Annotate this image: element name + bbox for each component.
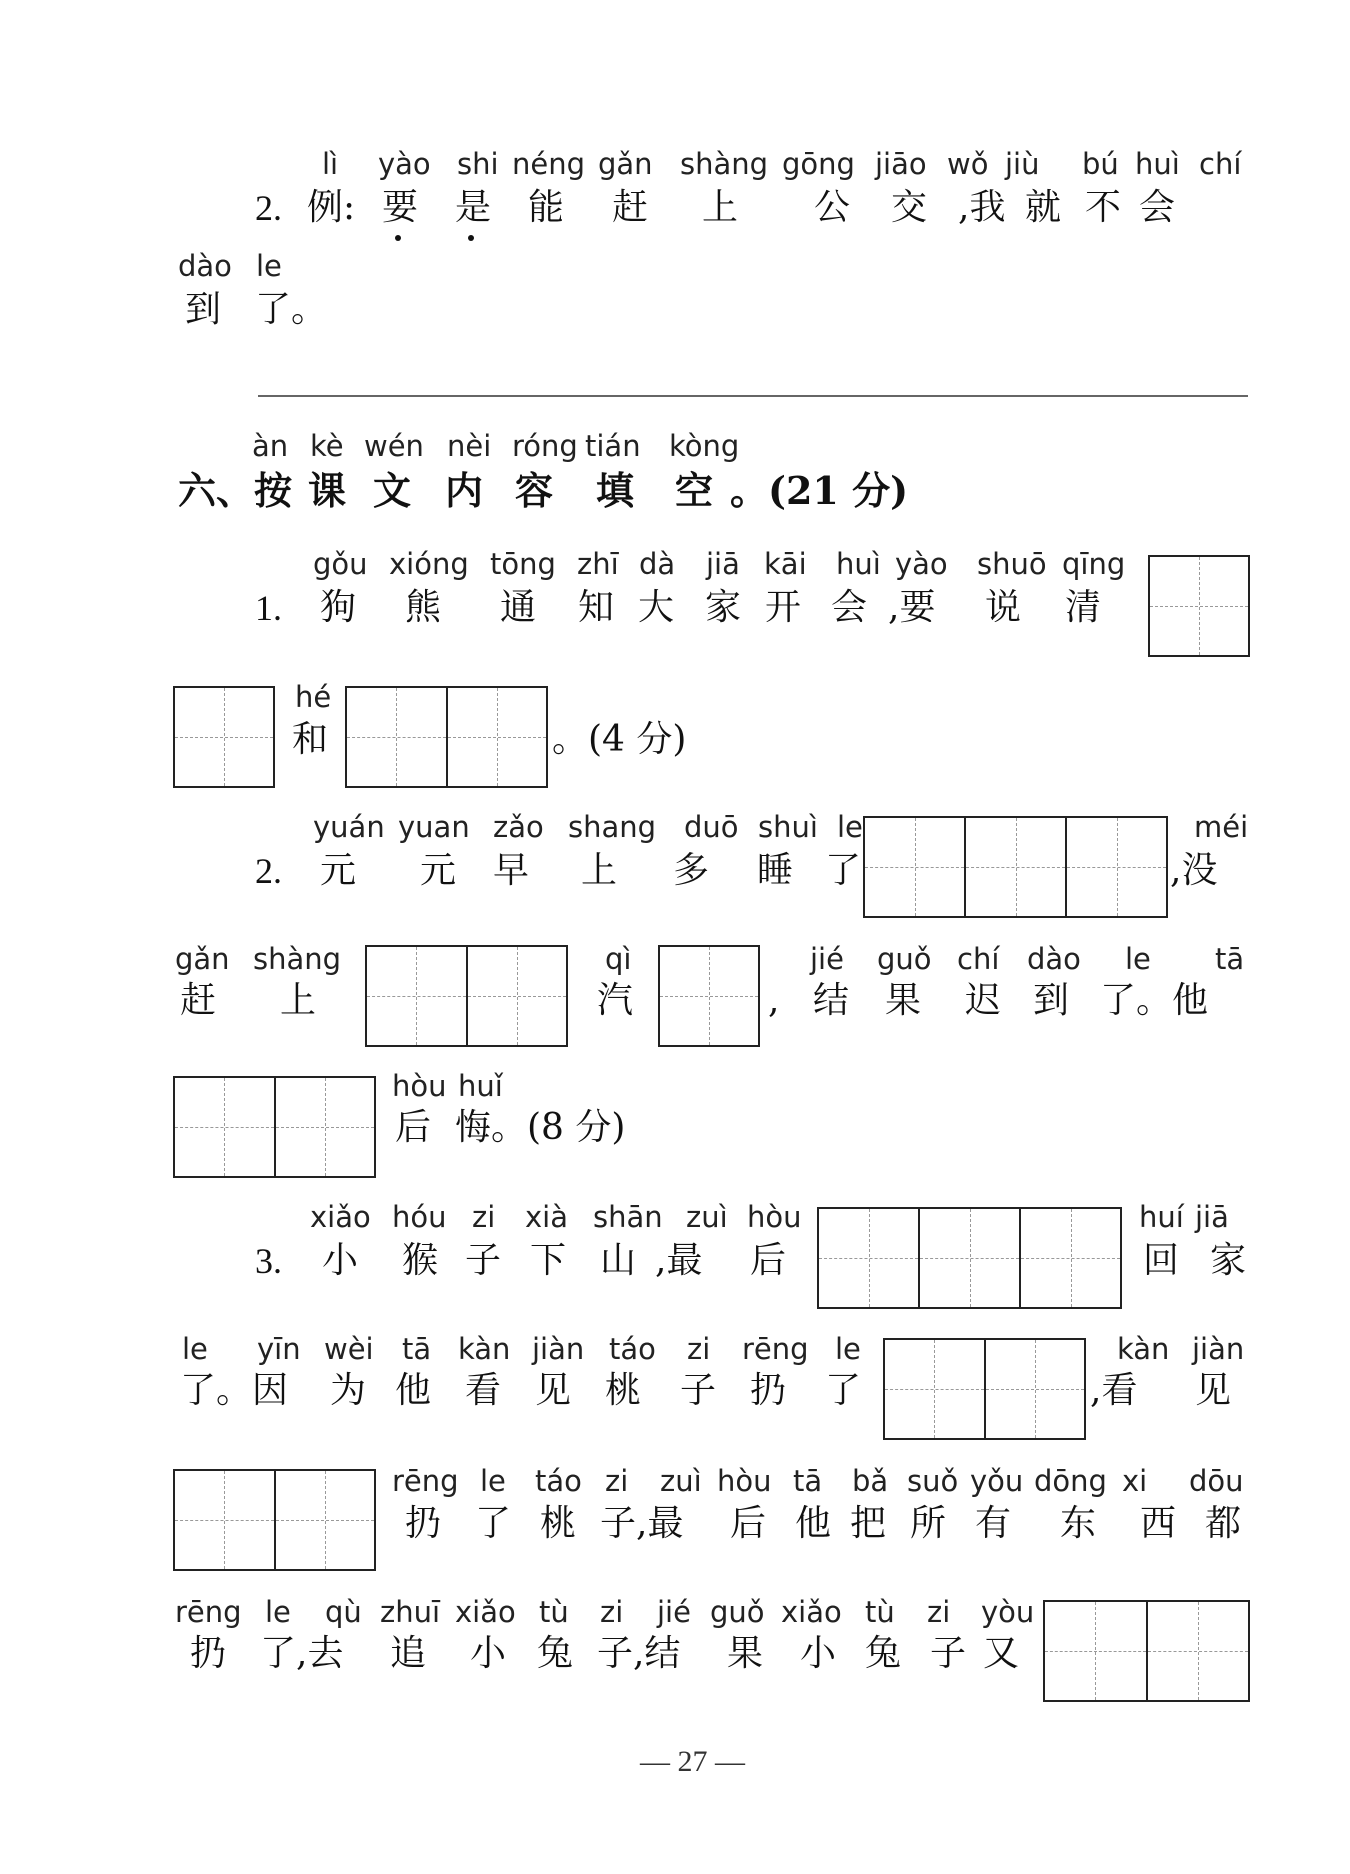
pinyin-syllable: tù <box>865 1595 895 1629</box>
pinyin-syllable: gǒu <box>313 547 368 581</box>
hanzi: 了 <box>825 850 862 891</box>
pinyin-syllable: huì <box>836 547 881 581</box>
pinyin-syllable: jié <box>657 1595 691 1629</box>
pinyin-syllable: qì <box>605 942 632 976</box>
page-number: — 27 — <box>640 1745 745 1778</box>
hanzi: 要 <box>382 187 419 228</box>
pinyin-syllable: jiā <box>706 547 740 581</box>
pinyin-syllable: néng <box>512 147 586 181</box>
pinyin-syllable: dào <box>178 249 232 283</box>
hanzi: 小 <box>800 1633 837 1674</box>
hanzi: 迟 <box>965 980 1002 1021</box>
pinyin-syllable: hé <box>295 680 332 714</box>
hanzi: 见 <box>535 1370 572 1411</box>
pinyin-syllable: kòng <box>669 429 740 463</box>
pinyin-syllable: rēng <box>175 1595 242 1629</box>
hanzi: 知 <box>578 587 615 628</box>
pinyin-syllable: zhuī <box>380 1595 441 1629</box>
hanzi: 兔 <box>865 1633 902 1674</box>
pinyin-syllable: shang <box>568 810 657 844</box>
pinyin-syllable: xi <box>1122 1464 1148 1498</box>
hanzi: 追 <box>390 1633 427 1674</box>
hanzi: 结 <box>813 980 850 1021</box>
pinyin-syllable: guǒ <box>877 942 932 976</box>
hanzi: 后 <box>730 1503 767 1544</box>
pinyin-syllable: gǎn <box>598 147 653 181</box>
hanzi: 他 <box>395 1370 432 1411</box>
hanzi: ,没 <box>1170 850 1218 891</box>
section-title-part: 空 <box>675 468 714 513</box>
hanzi: , <box>768 980 780 1021</box>
pinyin-syllable: tián <box>585 429 641 463</box>
pinyin-syllable: le <box>837 810 863 844</box>
hanzi: 果 <box>885 980 922 1021</box>
hanzi: 赶 <box>612 187 649 228</box>
hanzi: ,看 <box>1090 1370 1138 1411</box>
hanzi: 早 <box>493 850 530 891</box>
hanzi: 果 <box>727 1633 764 1674</box>
pinyin-syllable: qīng <box>1062 547 1126 581</box>
writing-box[interactable] <box>658 945 760 1047</box>
pinyin-syllable: zi <box>600 1595 624 1629</box>
hanzi: ,最 <box>655 1240 703 1281</box>
pinyin-syllable: tā <box>1215 942 1245 976</box>
hanzi: 扔 <box>190 1633 227 1674</box>
emphasis-dot <box>468 235 474 241</box>
hanzi: 清 <box>1065 587 1102 628</box>
hanzi: 扔 <box>750 1370 787 1411</box>
writing-box[interactable] <box>173 1076 376 1178</box>
pinyin-syllable: zi <box>687 1332 711 1366</box>
pinyin-syllable: le <box>1125 942 1151 976</box>
hanzi: 子 <box>930 1633 967 1674</box>
hanzi: 到 <box>185 289 222 330</box>
divider-line <box>258 395 1248 397</box>
item-number: 1. <box>255 588 282 628</box>
pinyin-syllable: shuì <box>758 810 818 844</box>
hanzi: 狗 <box>320 587 357 628</box>
pinyin-syllable: jié <box>810 942 844 976</box>
pinyin-syllable: le <box>256 249 282 283</box>
hanzi: 元 <box>420 850 457 891</box>
pinyin-syllable: hòu <box>717 1464 772 1498</box>
pinyin-syllable: nèi <box>447 429 492 463</box>
hanzi: 东 <box>1060 1503 1097 1544</box>
pinyin-syllable: huí <box>1139 1200 1184 1234</box>
pinyin-syllable: rēng <box>742 1332 809 1366</box>
hanzi: 通 <box>500 587 537 628</box>
pinyin-syllable: jiàn <box>1192 1332 1245 1366</box>
hanzi: 上 <box>581 850 618 891</box>
hanzi: 所 <box>910 1503 947 1544</box>
hanzi: 汽 <box>597 980 634 1021</box>
pinyin-syllable: zi <box>472 1200 496 1234</box>
pinyin-syllable: xià <box>525 1200 568 1234</box>
hanzi: 兔 <box>537 1633 574 1674</box>
pinyin-syllable: àn <box>252 429 289 463</box>
pinyin-syllable: kàn <box>1117 1332 1170 1366</box>
writing-box[interactable] <box>817 1207 1122 1309</box>
pinyin-syllable: kāi <box>764 547 807 581</box>
section-title-part: 文 <box>373 468 412 513</box>
pinyin-syllable: zhī <box>577 547 619 581</box>
hanzi: 他 <box>795 1503 832 1544</box>
hanzi: 公 <box>814 187 851 228</box>
hanzi: 不 <box>1085 187 1122 228</box>
hanzi: 回 <box>1143 1240 1180 1281</box>
hanzi: 上 <box>280 980 317 1021</box>
hanzi: 会 <box>1139 187 1176 228</box>
pinyin-syllable: zi <box>605 1464 629 1498</box>
hanzi: 大 <box>638 587 675 628</box>
pinyin-syllable: jiàn <box>532 1332 585 1366</box>
hanzi: 山 <box>600 1240 637 1281</box>
hanzi: 了 <box>825 1370 862 1411</box>
pinyin-syllable: bú <box>1082 147 1119 181</box>
pinyin-syllable: suǒ <box>907 1464 959 1498</box>
pinyin-syllable: dōng <box>1034 1464 1107 1498</box>
pinyin-syllable: chí <box>1199 147 1242 181</box>
item-number: 3. <box>255 1241 282 1281</box>
pinyin-syllable: gōng <box>782 147 855 181</box>
hanzi: 交 <box>891 187 928 228</box>
hanzi: ,要 <box>888 587 936 628</box>
section-title-part: 填 <box>596 468 635 513</box>
q1-hanzi-2 <box>292 719 329 760</box>
pinyin-syllable: wén <box>364 429 424 463</box>
pinyin-syllable: xiǎo <box>455 1595 516 1629</box>
pinyin-syllable: jiāo <box>875 147 927 181</box>
pinyin-syllable: yào <box>895 547 948 581</box>
emphasis-dot <box>395 235 401 241</box>
pinyin-syllable: bǎ <box>852 1464 889 1498</box>
writing-box[interactable] <box>345 686 548 788</box>
pinyin-syllable: lì <box>322 147 339 181</box>
hanzi: 赶 <box>180 980 217 1021</box>
pinyin-syllable: wèi <box>324 1332 374 1366</box>
hanzi: 子,最 <box>600 1503 684 1544</box>
pinyin-syllable: huǐ <box>458 1069 503 1103</box>
pinyin-syllable: huì <box>1135 147 1180 181</box>
pinyin-syllable: duō <box>684 810 739 844</box>
writing-box[interactable] <box>365 945 568 1047</box>
pinyin-syllable: le <box>835 1332 861 1366</box>
writing-box[interactable] <box>883 1338 1086 1440</box>
pinyin-syllable: shān <box>593 1200 663 1234</box>
pinyin-syllable: yuan <box>398 810 470 844</box>
hanzi: 说 <box>985 587 1022 628</box>
hanzi: 子,结 <box>597 1633 681 1674</box>
pinyin-syllable: xióng <box>389 547 469 581</box>
pinyin-syllable: hòu <box>747 1200 802 1234</box>
hanzi: 小 <box>322 1240 359 1281</box>
pinyin-syllable: yīn <box>257 1332 301 1366</box>
writing-box[interactable] <box>1148 555 1250 657</box>
pinyin-syllable: shi <box>457 147 499 181</box>
hanzi: 家 <box>705 587 742 628</box>
pinyin-syllable: yuán <box>313 810 385 844</box>
pinyin-syllable: dōu <box>1189 1464 1244 1498</box>
pinyin-syllable: rēng <box>392 1464 459 1498</box>
hanzi: 了。 <box>255 289 328 330</box>
item-number: 2. <box>255 188 282 228</box>
pinyin-syllable: xiǎo <box>310 1200 371 1234</box>
pinyin-syllable: tā <box>402 1332 432 1366</box>
pinyin-syllable: táo <box>609 1332 656 1366</box>
writing-box[interactable] <box>1043 1600 1250 1702</box>
hanzi: 家 <box>1210 1240 1247 1281</box>
pinyin-syllable: shàng <box>680 147 769 181</box>
pinyin-syllable: yòu <box>981 1595 1035 1629</box>
hanzi: 子 <box>465 1240 502 1281</box>
q1-pinyin-2 <box>295 680 332 714</box>
pinyin-syllable: zuì <box>660 1464 702 1498</box>
pinyin-syllable: kàn <box>458 1332 511 1366</box>
section-title-part: 容 <box>515 468 554 513</box>
hanzi: 有 <box>975 1503 1012 1544</box>
example-label: 例: <box>307 187 356 228</box>
pinyin-syllable: zǎo <box>493 810 544 844</box>
hanzi: 都 <box>1205 1503 1242 1544</box>
pinyin-syllable: tā <box>793 1464 823 1498</box>
hanzi: 又 <box>983 1633 1020 1674</box>
hanzi: 开 <box>765 587 802 628</box>
pinyin-syllable: táo <box>535 1464 582 1498</box>
hanzi: 就 <box>1025 187 1062 228</box>
hanzi: 为 <box>330 1370 367 1411</box>
hanzi: 元 <box>320 850 357 891</box>
hanzi: 熊 <box>405 587 442 628</box>
hanzi: 会 <box>831 587 868 628</box>
hanzi: 扔 <box>405 1503 442 1544</box>
section-title-part: 课 <box>308 468 347 513</box>
hanzi: 了。因 <box>180 1370 289 1411</box>
hanzi: 桃 <box>605 1370 642 1411</box>
pinyin-syllable: gǎn <box>175 942 230 976</box>
pinyin-syllable: zi <box>927 1595 951 1629</box>
pinyin-syllable: qù <box>325 1595 362 1629</box>
hanzi: 看 <box>465 1370 502 1411</box>
hanzi: 猴 <box>402 1240 439 1281</box>
pinyin-syllable: yào <box>378 147 431 181</box>
section-title-part: 六、按 <box>178 468 293 513</box>
hanzi: 西 <box>1140 1503 1177 1544</box>
hanzi: 了。他 <box>1100 980 1209 1021</box>
hanzi: 了,去 <box>260 1633 344 1674</box>
hanzi: 和 <box>292 719 329 760</box>
pinyin-syllable: le <box>182 1332 208 1366</box>
pinyin-syllable: hóu <box>392 1200 447 1234</box>
writing-box[interactable] <box>863 816 1168 918</box>
pinyin-syllable: hòu <box>392 1069 447 1103</box>
hanzi: 桃 <box>540 1503 577 1544</box>
pinyin-syllable: zuì <box>686 1200 728 1234</box>
section-score: 。(21 分) <box>730 468 909 513</box>
pinyin-syllable: jiā <box>1195 1200 1229 1234</box>
pinyin-syllable: guǒ <box>710 1595 765 1629</box>
pinyin-syllable: le <box>265 1595 291 1629</box>
hanzi: 是 <box>455 187 492 228</box>
pinyin-syllable: chí <box>957 942 1000 976</box>
pinyin-syllable: shàng <box>253 942 342 976</box>
hanzi: 后 <box>395 1107 432 1148</box>
writing-box[interactable] <box>173 686 275 788</box>
hanzi: 把 <box>850 1503 887 1544</box>
hanzi: 睡 <box>757 850 794 891</box>
pinyin-syllable: yǒu <box>970 1464 1024 1498</box>
hanzi: 能 <box>528 187 565 228</box>
hanzi: 子 <box>680 1370 717 1411</box>
pinyin-syllable: tōng <box>490 547 556 581</box>
hanzi: 小 <box>470 1633 507 1674</box>
q1-score: 。(4 分) <box>552 719 687 760</box>
hanzi: 上 <box>702 187 739 228</box>
pinyin-syllable: kè <box>310 429 344 463</box>
pinyin-syllable: méi <box>1194 810 1249 844</box>
hanzi: 了 <box>475 1503 512 1544</box>
hanzi: 悔。(8 分) <box>455 1107 626 1148</box>
hanzi: 后 <box>750 1240 787 1281</box>
pinyin-syllable: tù <box>539 1595 569 1629</box>
hanzi: 到 <box>1033 980 1070 1021</box>
pinyin-syllable: róng <box>512 429 578 463</box>
writing-box[interactable] <box>173 1469 376 1571</box>
hanzi: 见 <box>1195 1370 1232 1411</box>
section-title-part: 内 <box>445 468 484 513</box>
item-number: 2. <box>255 851 282 891</box>
hanzi: 下 <box>530 1240 567 1281</box>
pinyin-syllable: shuō <box>977 547 1047 581</box>
pinyin-syllable: dào <box>1027 942 1081 976</box>
pinyin-syllable: wǒ <box>947 147 989 181</box>
pinyin-syllable: dà <box>639 547 676 581</box>
pinyin-syllable: le <box>480 1464 506 1498</box>
pinyin-syllable: jiù <box>1005 147 1040 181</box>
hanzi: 多 <box>673 850 710 891</box>
hanzi: ,我 <box>958 187 1006 228</box>
pinyin-syllable: xiǎo <box>781 1595 842 1629</box>
